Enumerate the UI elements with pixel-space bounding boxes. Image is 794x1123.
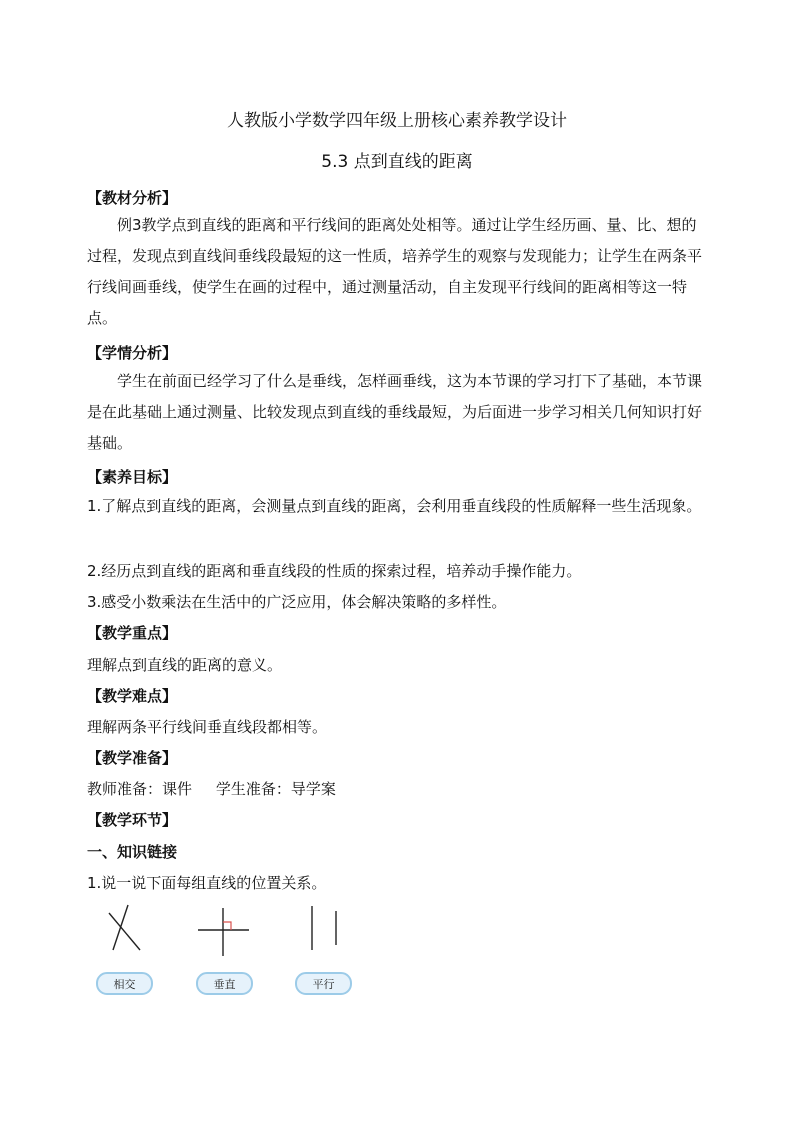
right-angle-mark [223, 922, 231, 930]
student-analysis-text: 学生在前面已经学习了什么是垂线，怎样画垂线，这为本节课的学习打下了基础，本节课是在此基础上通过测量、比较发现点到直线的垂线最短，为后面进一步学习相关几何知识打好基础。 [87, 372, 703, 452]
knowledge-link-heading: 一、知识链接 [87, 843, 178, 861]
document-title: 人教版小学数学四年级上册核心素养教学设计 [227, 111, 567, 131]
difficulty-heading: 【教学难点】 [87, 687, 178, 705]
label-intersect-text: 相交 [113, 978, 136, 991]
label-perpendicular-text: 垂直 [213, 978, 236, 991]
preparation-heading: 【教学准备】 [87, 749, 178, 767]
goal-item-3: 3.感受小数乘法在生活中的广泛应用，体会解决策略的多样性。 [87, 593, 507, 611]
student-analysis-heading: 【学情分析】 [87, 344, 178, 362]
question-1-text: 1.说一说下面每组直线的位置关系。 [87, 874, 327, 892]
key-point-text: 理解点到直线的距离的意义。 [87, 656, 283, 674]
lesson-title: 5.3 点到直线的距离 [321, 152, 473, 172]
label-perpendicular-button[interactable] [197, 973, 252, 994]
material-analysis-heading: 【教材分析】 [87, 189, 178, 207]
label-parallel-button[interactable] [296, 973, 351, 994]
key-point-heading: 【教学重点】 [87, 624, 178, 642]
parallel-lines-diagram [312, 906, 336, 950]
preparation-text: 教师准备：课件 学生准备：导学案 [87, 780, 336, 798]
process-heading: 【教学环节】 [87, 811, 178, 829]
intersecting-lines-diagram [109, 905, 140, 950]
perpendicular-lines-diagram [198, 908, 249, 956]
difficulty-text: 理解两条平行线间垂直线段都相等。 [87, 718, 328, 736]
label-intersect-button[interactable] [97, 973, 152, 994]
goals-heading: 【素养目标】 [87, 468, 178, 486]
goal-item-2: 2.经历点到直线的距离和垂直线段的性质的探索过程，培养动手操作能力。 [87, 562, 582, 580]
goal-item-1: 1.了解点到直线的距离，会测量点到直线的距离，会利用垂直线段的性质解释一些生活现象。 [87, 497, 702, 515]
label-parallel-text: 平行 [312, 978, 335, 991]
material-analysis-text: 例3教学点到直线的距离和平行线间的距离处处相等。通过让学生经历画、量、比、想的过程，发现点到直线间垂线段最短的这一性质，培养学生的观察与发现能力；让学生在两条平行线间画垂线，使学生在画的过程中，通过测量活动，自主发现平行线间的距离相等这一特点。 [87, 216, 703, 327]
